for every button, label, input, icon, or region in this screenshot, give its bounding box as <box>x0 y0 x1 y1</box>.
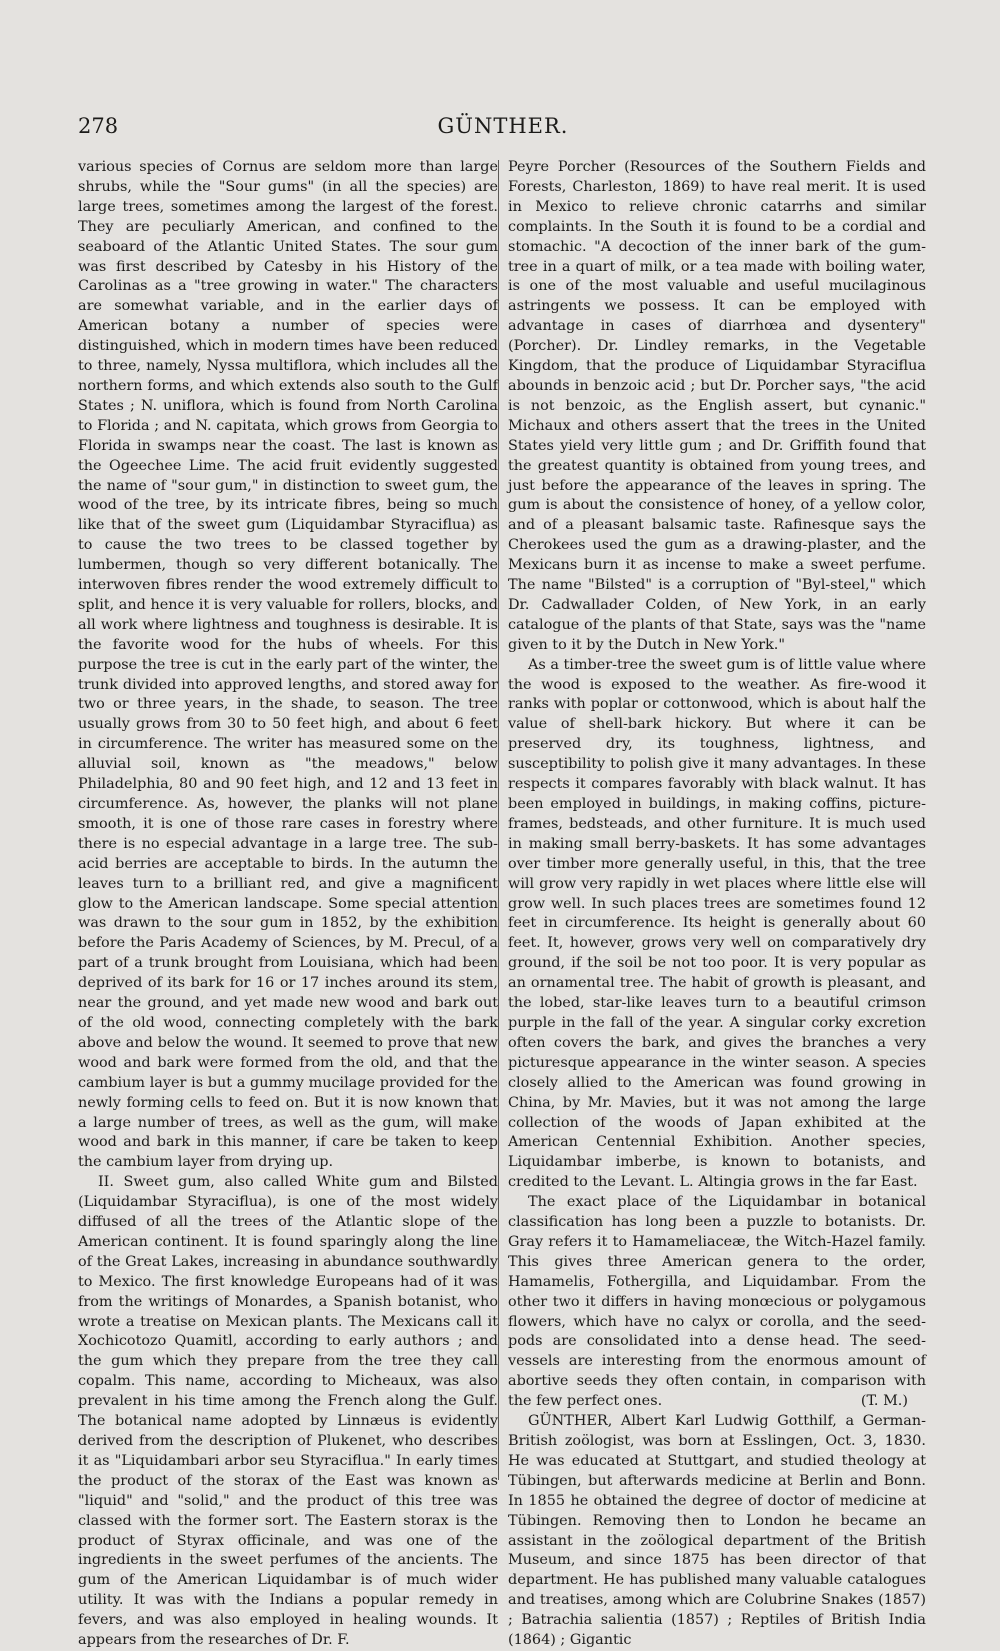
page-number: 278 <box>78 114 119 138</box>
paragraph <box>508 1193 926 1412</box>
column-divider <box>498 160 499 1480</box>
page-header <box>78 114 928 144</box>
running-head: GÜNTHER. <box>437 114 569 138</box>
paragraph: As a timber-tree the sweet gum is of little value where the wood is exposed to the weather. As fire-wood it ranks with poplar or cottonwood, which is about half the value of shell-bark hickory. But where it can be preserved dry, its toughness, lightness, and susceptibility to polish give it many advantages. In these respects it compares favorably with black walnut. It has been employed in buildings, in making coffins, picture-frames, bedsteads, and other furniture. It is much used in making small berry-baskets. It has some advantages over timber more generally useful, in this, that the tree will grow very rapidly in wet places where little else will grow well. In such places trees are sometimes found 12 feet in circumference. Its height is generally about 60 feet. It, however, grows very well on comparatively dry ground, if the soil be not too poor. It is very popular as an ornamental tree. The habit of growth is pleasant, and the lobed, star-like leaves turn to a beautiful crimson purple in the fall of the year. A singular corky excretion often covers the bark, and gives the branches a very picturesque appearance in the winter season. A species closely allied to the American was found growing in China, by Mr. Mavies, but it was not among the large collection of the woods of Japan exhibited at the American Centennial Exhibition. Another species, Liquidambar imberbe, is known to botanists, and credited to the Levant. L. Altingia grows in the far East. <box>508 656 926 1191</box>
left-column <box>78 158 498 1651</box>
paragraph: various species of Cornus are seldom more than large shrubs, while the "Sour gums" (in all the species) are large trees, sometimes among the largest of the forest. They are peculiarly American, and confined to the seaboard of the Atlantic United States. The sour gum was first described by Catesby in his History of the Carolinas as a "tree growing in water." The characters are somewhat variable, and in the earlier days of American botany a number of species were distinguished, which in modern times have been reduced to three, namely, Nyssa multiflora, which includes all the northern forms, and which extends also south to the Gulf States ; N. uniflora, which is found from North Carolina to Florida ; and N. capitata, which grows from Georgia to Florida in swamps near the coast. The last is known as the Ogeechee Lime. The acid fruit evidently suggested the name of "sour gum," in distinction to sweet gum, the wood of the tree, by its intricate fibres, being so much like that of the sweet gum (Liquidambar Styraciflua) as to cause the two trees to be classed together by lumbermen, though so very different botanically. The interwoven fibres render the wood extremely difficult to split, and hence it is very valuable for rollers, blocks, and all work where lightness and toughness is desirable. It is the favorite wood for the hubs of wheels. For this purpose the tree is cut in the early part of the winter, the trunk divided into approved lengths, and stored away for two or three years, in the shade, to season. The tree usually grows from 30 to 50 feet high, and about 6 feet in circumference. The writer has measured some on the alluvial soil, known as "the meadows," below Philadelphia, 80 and 90 feet high, and 12 and 13 feet in circumference. As, however, the planks will not plane smooth, it is one of those rare cases in forestry where there is no especial advantage in a large tree. The sub-acid berries are acceptable to birds. In the autumn the leaves turn to a brilliant red, and give a magnificent glow to the American landscape. Some special attention was drawn to the sour gum in 1852, by the exhibition before the Paris Academy of Sciences, by M. Precul, of a part of a trunk brought from Louisiana, which had been deprived of its bark for 16 or 17 inches around its stem, near the ground, and yet made new wood and bark out of the old wood, connecting completely with the bark above and below the wound. It seemed to prove that new wood and bark were formed from the old, and that the cambium layer is but a gummy mucilage provided for the newly forming cells to feed on. But it is now known that a large number of trees, as well as the gum, will make wood and bark in this manner, if care be taken to keep the cambium layer from drying up. <box>78 159 498 1171</box>
paragraph: Peyre Porcher (Resources of the Southern Fields and Forests, Charleston, 1869) to have real merit. It is used in Mexico to relieve chronic catarrhs and similar complaints. In the South it is found to be a cordial and stomachic. "A decoction of the inner bark of the gum-tree in a quart of milk, or a tea made with boiling water, is one of the most valuable and useful mucilaginous astringents we possess. It can be employed with advantage in cases of diarrhœa and dysentery" (Porcher). Dr. Lindley remarks, in the Vegetable Kingdom, that the produce of Liquidambar Styraciflua abounds in benzoic acid ; but Dr. Porcher says, "the acid is not benzoic, as the English assert, but cynanic." Michaux and others assert that the trees in the United States yield very little gum ; and Dr. Griffith found that the greatest quantity is obtained from young trees, and just before the appearance of the leaves in spring. The gum is about the consistence of honey, of a yellow color, and of a pleasant balsamic taste. Rafinesque says the Cherokees used the gum as a drawing-plaster, and the Mexicans burn it as incense to make a sweet perfume. The name "Bilsted" is a corruption of "Byl-steel," which Dr. Cadwallader Colden, of New York, in an early catalogue of the plants of that State, says was the "name given to it by the Dutch in New York." <box>508 159 926 653</box>
right-column <box>508 158 926 1651</box>
paragraph: GÜNTHER, Albert Karl Ludwig Gotthilf, a German-British zoölogist, was born at Esslingen, Oct. 3, 1830. He was educated at Stuttgart, and studied theology at Tübingen, but afterwards medicine at Berlin and Bonn. In 1855 he obtained the degree of doctor of medicine at Tübingen. Removing then to London he became an assistant in the zoölogical department of the British Museum, and since 1875 has been director of that department. He has published many valuable catalogues and treatises, among which are Colubrine Snakes (1857) ; Batrachia salientia (1857) ; Reptiles of British India (1864) ; Gigantic <box>508 1413 926 1649</box>
paragraph: II. Sweet gum, also called White gum and Bilsted (Liquidambar Styraciflua), is one of the most widely diffused of all the trees of the Atlantic slope of the American continent. It is found sparingly along the line of the Great Lakes, increasing in abundance southwardly to Mexico. The first knowledge Europeans had of it was from the writings of Monardes, a Spanish botanist, who wrote a treatise on Mexican plants. The Mexicans call it Xochicotozo Quamitl, according to early authors ; and the gum which they prepare from the tree they call copalm. This name, according to Micheaux, was also prevalent in his time among the French along the Gulf. The botanical name adopted by Linnæus is evidently derived from the description of Plukenet, who describes it as "Liquidambari arbor seu Styraciflua." In early times the product of the storax of the East was known as "liquid" and "solid," and the product of this tree was classed with the former sort. The Eastern storax is the product of Styrax officinale, and was one of the ingredients in the sweet perfumes of the ancients. The gum of the American Liquidambar is of much wider utility. It was with the Indians a popular remedy in fevers, and was also employed in healing wounds. It appears from the researches of Dr. F. <box>78 1174 498 1649</box>
paragraph-text: The exact place of the Liquidambar in botanical classification has long been a puzzle to botanists. Dr. Gray refers it to Hamameliaceæ, the Witch-Hazel family. This gives three American genera to the order, Hamamelis, Fothergilla, and Liquidambar. From the other two it differs in having monœcious or polygamous flowers, which have no calyx or corolla, and the seed-pods are consolidated into a dense head. The seed-vessels are interesting from the enormous amount of abortive seeds they often contain, in comparison with the few perfect ones. <box>508 1194 926 1410</box>
author-signature: (T. M.) <box>860 1393 908 1410</box>
